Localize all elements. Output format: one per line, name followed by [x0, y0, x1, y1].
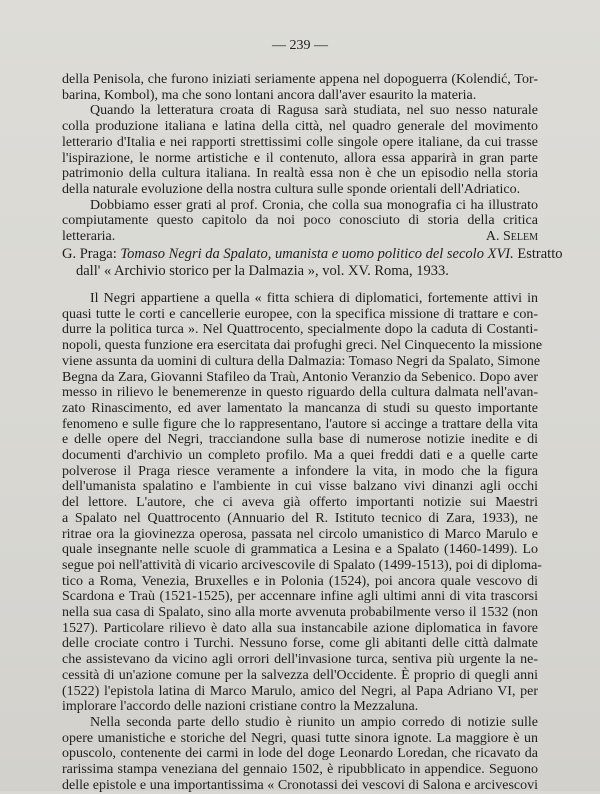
text-line: patrimonio della cultura italiana. In realtà essa non è che un episodio nella storia [62, 166, 538, 182]
text-line: barina, Kombol), ma che sono lontani ancora dall'aver esaurito la materia. [62, 87, 477, 103]
text-line: delle epistole e una importantissima « Cronotassi dei vescovi di Salona e arcivescovi [62, 777, 538, 793]
review-source: dall' « Archivio storico per la Dalmazia », vol. XV. Roma, 1933. [76, 263, 449, 279]
text-line: Scardona e Traù (1521-1525), per accennare infine agli ultimi anni di vita trascorsi [62, 589, 538, 605]
page-number: — 239 — [272, 38, 328, 53]
review-1-closing-line [62, 229, 538, 245]
text-line: messo in rilievo le benemerenze in questo riguardo della cultura dalmata nell'avan- [62, 385, 538, 401]
text-line: ritrae ora la giovinezza operosa, passata nel circolo umanistico di Marco Marulo e [62, 526, 538, 542]
text-line: fenomeno e sulle figure che lo rappresentano, l'autore si accinge a trattare della vita [62, 416, 538, 432]
text-line: opuscolo, contenente dei carmi in lode del doge Leonardo Loredan, che ricavato da [62, 746, 538, 762]
text-line: Il Negri appartiene a quella « fitta schiera di diplomatici, fortemente attivi in [90, 291, 538, 306]
text-line: 1527). Particolare rilievo è dato alla sua instancabile azione diplomatica in favore [62, 620, 538, 636]
text-line: Begna da Zara, Giovanni Stafileo da Traù, Antonio Veranzio da Sebenico. Dopo aver [62, 369, 539, 385]
text-line: (1522) l'epistola latina di Marco Marulo, amico del Negri, al Papa Adriano VI, per [62, 683, 538, 699]
text-line: Nella seconda parte dello studio è riunito un ampio corredo di notizie sulle [90, 714, 538, 730]
text-line: Quando la letteratura croata di Ragusa sarà studiata, nel suo nesso naturale [90, 103, 538, 119]
text-line: del lettore. L'autore, che ci aveva già offerto importanti notizie sui Maestri [62, 495, 538, 511]
text-line: l'ispirazione, le norme artistiche e il contenuto, allora essa apparirà in gran parte [62, 150, 538, 166]
text-line: delle crociate contro i Turchi. Nessuno forse, come gli abitanti delle città dalmate [62, 636, 538, 652]
text-line: segue poi nell'attività di vicario arcivescovile di Spalato (1499-1513), poi di diploma- [62, 557, 542, 573]
text-line: compiutamente questo capitolo da noi poco conosciuto di storia della critica [62, 213, 538, 229]
text-line: implorare l'accordo delle nazioni cristiane contro la Mezzaluna. [62, 699, 419, 715]
text-line: durre la politica turca ». Nel Quattrocento, specialmente dopo la caduta di Costanti- [62, 322, 538, 338]
text-line: a Spalato nel Quattrocento (Annuario del R. Istituto tecnico di Zara, 1933), ne [62, 510, 538, 526]
review-2-text [62, 291, 543, 793]
text-line: opere umanistiche e storiche del Negri, quasi tutte sinora ignote. La maggiore è un [62, 730, 538, 746]
text-line: cessità di un'azione comune per la salvezza dell'Occidente. È proprio di quegli anni [62, 667, 538, 683]
text-line: che assistevano da vicino agli orrori dell'invasione turca, sentiva più urgente la ne- [62, 652, 538, 668]
text-line: quasi tutte le corti e cancellerie europee, con la specifica missione di trattare e con- [62, 306, 538, 322]
review-extract-word: Estratto [517, 246, 563, 262]
text-line: tico a Roma, Venezia, Bruxelles e in Polonia (1524), poi ancora quale vescovo di [62, 573, 538, 589]
text-line: polverose il Praga riesce veramente a infondere la vita, in modo che la figura [62, 463, 538, 479]
text-line: quale insegnante nelle scuole di grammatica a Lesina e a Spalato (1460-1499). Lo [62, 542, 538, 558]
reviewer-signature: A. Selem [485, 229, 538, 245]
text-line: nopoli, questa funzione era esercitata dai profughi greci. Nel Cinquecento la missione [62, 338, 543, 354]
text-line: Dobbiamo esser grati al prof. Cronia, che colla sua monografia ci ha illustrato [90, 197, 538, 213]
review-1-text [62, 72, 538, 245]
text-line: e delle opere del Negri, tracciandone sulla base di numerose notizie inedite e di [62, 432, 538, 448]
text-line: documenti d'archivio un completo profilo. Ma a quei freddi dati e a quelle carte [62, 448, 538, 464]
text-line: dell'umanista spalatino e l'ambiente in cui visse balzano vivi dinanzi agli occhi [62, 479, 538, 495]
text-line: viene assunta da uomini di cultura della Dalmazia: Tomaso Negri da Spalato, Simone [62, 353, 541, 369]
text-line: letteraria. [62, 229, 116, 245]
review-author: G. Praga: [62, 246, 117, 262]
text-line: colla produzione italiana e latina della città, nel quadro generale del movimento [62, 119, 538, 135]
text-line: nella sua casa di Spalato, sino alla morte avvenuta probabilmente verso il 1532 (non [62, 605, 538, 621]
text-line: della Penisola, che furono iniziati seriamente appena nel dopoguerra (Kolendić, Tor- [62, 72, 538, 87]
text-line: zato Rinascimento, ed aver lamentato la mancanza di studi su questo importante [62, 400, 538, 416]
text-line: della naturale evoluzione della nostra cultura sulle sponde orientali dell'Adriatico. [62, 181, 521, 197]
review-title: Tomaso Negri da Spalato, umanista e uomo politico del secolo XVI. [120, 246, 514, 262]
text-line: rarissima stampa veneziana del gennaio 1502, è ripubblicato in appendice. Seguono [62, 762, 538, 778]
review-2-heading [62, 246, 563, 280]
text-line: letterario d'Italia e nei rapporti strettissimi colle singole opere italiane, da cui trasse [62, 134, 538, 150]
